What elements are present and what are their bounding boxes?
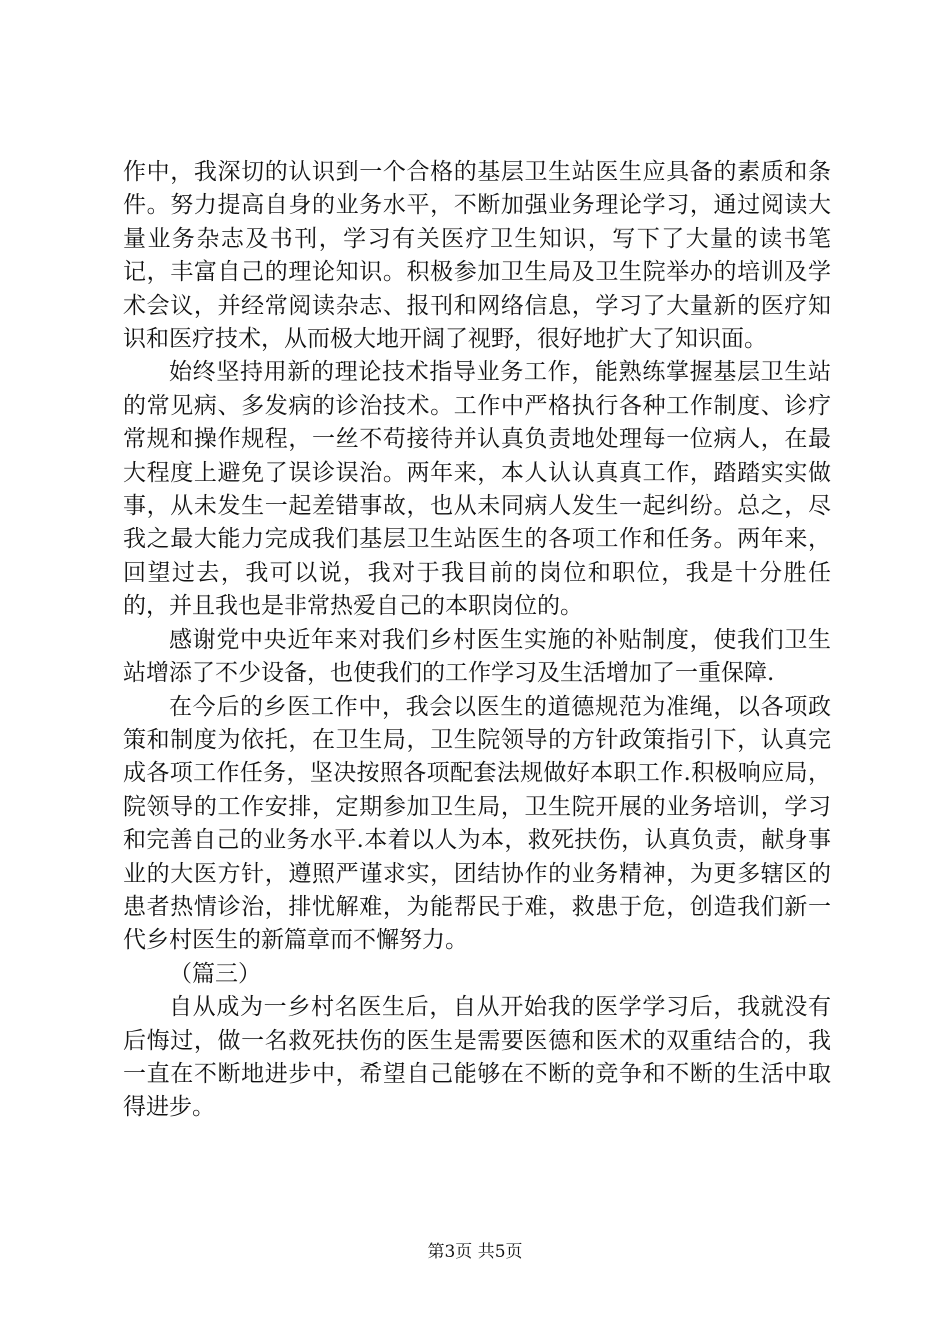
paragraph-4: 在今后的乡医工作中，我会以医生的道德规范为准绳，以各项政策和制度为依托，在卫生局，卫生院领导的方针政策指引下，认真完成各项工作任务，坚决按照各项配套法规做好本职工作.积极响应局，院领导的工作安排，定期参加卫生局，卫生院开展的业务培训，学习和完善自己的业务水平.本着以人为本，救死扶伤，认真负责，献身事业的大医方针，遵照严谨求实，团结协作的业务精神，为更多辖区的患者热情诊治，排忧解难，为能帮民于难，救患于危，创造我们新一代乡村医生的新篇章而不懈努力。 bbox=[123, 693, 831, 954]
paragraph-3: 感谢党中央近年来对我们乡村医生实施的补贴制度，使我们卫生站增添了不少设备，也使我们的工作学习及生活增加了一重保障. bbox=[123, 626, 831, 687]
body-text bbox=[123, 156, 831, 1125]
paragraph-5: 自从成为一乡村名医生后，自从开始我的医学学习后，我就没有后悔过，做一名救死扶伤的医生是需要医德和医术的双重结合的，我一直在不断地进步中，希望自己能够在不断的竞争和不断的生活中取得进步。 bbox=[123, 994, 831, 1121]
page-footer: 第3页 共5页 bbox=[427, 1242, 523, 1262]
paragraph-2: 始终坚持用新的理论技术指导业务工作，能熟练掌握基层卫生站的常见病、多发病的诊治技术。工作中严格执行各种工作制度、诊疗常规和操作规程，一丝不苟接待并认真负责地处理每一位病人，在最大程度上避免了误诊误治。两年来，本人认认真真工作，踏踏实实做事，从未发生一起差错事故，也从未同病人发生一起纠纷。总之，尽我之最大能力完成我们基层卫生站医生的各项工作和任务。两年来，回望过去，我可以说，我对于我目前的岗位和职位，我是十分胜任的，并且我也是非常热爱自己的本职岗位的。 bbox=[123, 359, 831, 620]
section-heading: （篇三） bbox=[169, 960, 261, 987]
paragraph-1: 作中，我深切的认识到一个合格的基层卫生站医生应具备的素质和条件。努力提高自身的业务水平，不断加强业务理论学习，通过阅读大量业务杂志及书刊，学习有关医疗卫生知识，写下了大量的读书笔记，丰富自己的理论知识。积极参加卫生局及卫生院举办的培训及学术会议，并经常阅读杂志、报刊和网络信息，学习了大量新的医疗知识和医疗技术，从而极大地开阔了视野，很好地扩大了知识面。 bbox=[123, 159, 831, 353]
